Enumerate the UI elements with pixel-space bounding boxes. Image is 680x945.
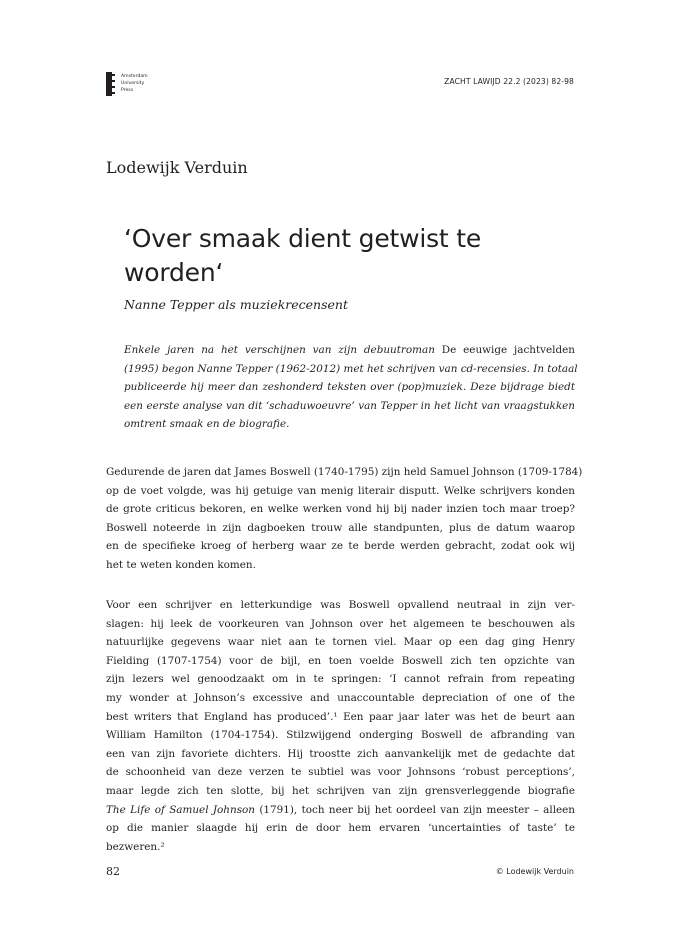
abstract-line: een eerste analyse van dit ‘schaduwoeuvre’ van Tepper in het licht van vraagstukken xyxy=(124,399,575,412)
body-line: de grote criticus bekoren, en welke werken vond hij bij nader inzien toch maar troep? xyxy=(106,503,575,516)
article-title: ‘Over smaak dient getwist te worden‘ xyxy=(124,224,482,287)
body-line: maar legde zich ten slotte, bij het schrijven van zijn grensverleggende biografie xyxy=(106,784,575,797)
publisher-name-line: Amsterdam xyxy=(121,74,148,79)
abstract-line xyxy=(124,341,575,360)
abstract xyxy=(124,341,578,434)
body-line: bezweren.² xyxy=(106,840,165,853)
body-line: slagen: hij leek de voorkeuren van Johnson over het algemeen te beschouwen als xyxy=(106,617,575,630)
book-title: De eeuwige jachtvelden xyxy=(441,344,575,356)
body-line: William Hamilton (1704-1754). Stilzwijgend onderging Boswell de afbranding van xyxy=(106,729,575,742)
abstract-line: (1995) begon Nanne Tepper (1962-2012) met het schrijven van cd-recensies. In totaal xyxy=(124,362,578,375)
publisher-logo xyxy=(106,72,166,98)
body-line: het te weten konden komen. xyxy=(106,558,256,571)
publisher-name-line: University xyxy=(121,81,145,86)
abstract-line: omtrent smaak en de biografie. xyxy=(124,418,290,431)
book-title: The Life of Samuel Johnson xyxy=(106,803,255,816)
body-line: Voor een schrijver en letterkundige was Boswell opvallend neutraal in zijn ver- xyxy=(106,599,575,611)
body-line: Boswell noteerde in zijn dagboeken trouw alle standpunten, plus de datum waarop xyxy=(106,521,575,534)
body-line: best writers that England has produced’.¹ Een paar jaar later was het de beurt aan xyxy=(106,710,575,723)
page-number: 82 xyxy=(106,865,120,878)
article-author: Lodewijk Verduin xyxy=(106,158,248,177)
body-text: (1791), toch neer bij het oordeel van zijn meester – alleen xyxy=(254,803,576,816)
body-line: zijn lezers wel genoodzaakt om in te springen: ‘I cannot refrain from repeating xyxy=(106,673,575,686)
body-line: my wonder at Johnson’s excessive and unaccountable depreciation of one of the xyxy=(106,691,575,704)
body-line: op die manier slaagde hij erin de door hem ervaren ‘uncertainties of taste’ te xyxy=(106,822,575,835)
body-paragraph-2 xyxy=(106,596,575,856)
body-line: een van zijn favoriete dichters. Hij troostte zich aanvankelijk met de gedachte dat xyxy=(106,747,575,760)
abstract-line: publiceerde hij meer dan zeshonderd teksten over (pop)muziek. Deze bijdrage biedt xyxy=(124,381,575,394)
abstract-text: Enkele jaren na het verschijnen van zijn debuutroman xyxy=(124,344,442,356)
body-line: op de voet volgde, was hij getuige van menig literair disputt. Welke schrijvers konden xyxy=(106,484,575,497)
publisher-name-line: Press xyxy=(121,88,134,93)
article-subtitle: Nanne Tepper als muziekrecensent xyxy=(124,297,348,312)
body-line xyxy=(106,801,575,820)
aup-logo-icon xyxy=(106,72,116,96)
body-line: Gedurende de jaren dat James Boswell (1740-1795) zijn held Samuel Johnson (1709-1784) xyxy=(106,466,583,478)
body-line: natuurlijke gegevens waar niet aan te tornen viel. Maar op een dag ging Henry xyxy=(106,636,575,649)
copyright-notice: © Lodewijk Verduin xyxy=(495,867,574,876)
body-line: de schoonheid van deze verzen te subtiel was voor Johnsons ‘robust perceptions’, xyxy=(106,766,575,779)
body-line: Fielding (1707-1754) voor de bijl, en toen voelde Boswell zich ten opzichte van xyxy=(106,654,575,667)
body-line: en de specifieke kroeg of herberg waar ze te berde werden gebracht, zodat ook wij xyxy=(106,540,575,553)
journal-citation: ZACHT LAWIJD 22.2 (2023) 82-98 xyxy=(444,77,574,86)
publisher-name xyxy=(121,73,148,94)
body-paragraph-1 xyxy=(106,463,583,575)
